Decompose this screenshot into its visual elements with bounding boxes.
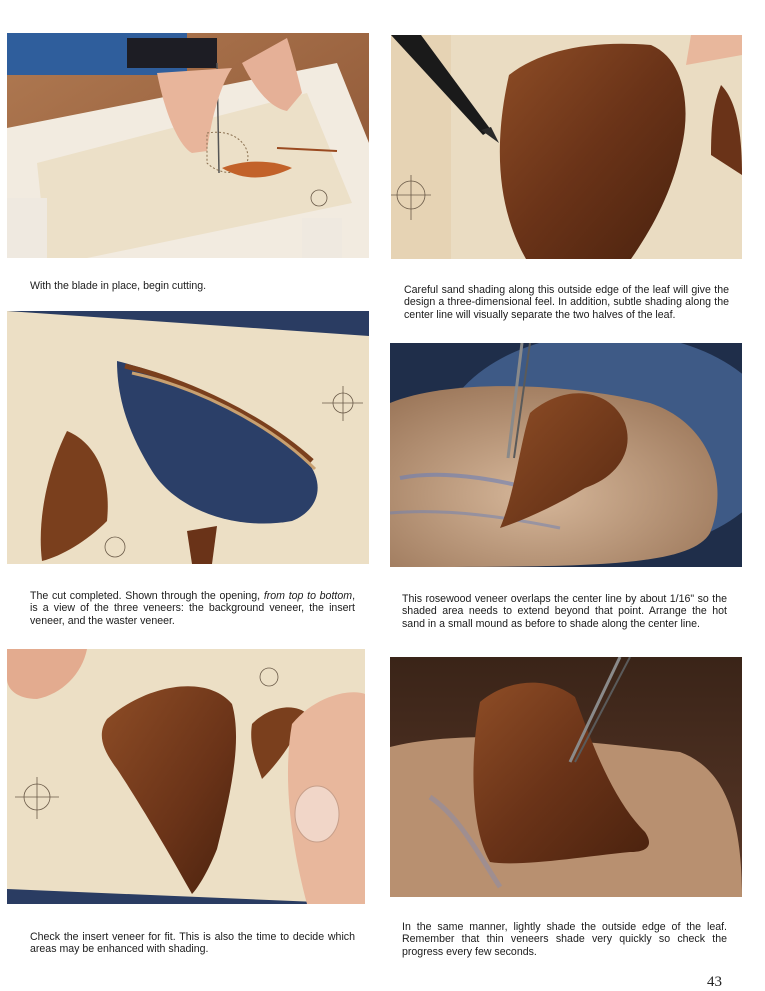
caption-cut-completed [30, 590, 355, 627]
caption-check-insert-fit: Check the insert veneer for fit. This is also the time to decide which areas may be enhanced with shading. [30, 931, 355, 956]
caption-careful-sand-shading: Careful sand shading along this outside edge of the leaf will give the design a three-dimensional feel. In addition, subtle shading along the center line will visually separate the two halves of the leaf. [404, 284, 729, 321]
photo-cut-opening [7, 311, 369, 564]
caption-cut-completed-em: from top to bottom [263, 590, 353, 602]
shading-edge-image [390, 657, 742, 897]
cut-opening-image [7, 311, 369, 564]
pen-leaf-image [391, 35, 742, 259]
caption-begin-cutting: With the blade in place, begin cutting. [30, 280, 207, 292]
photo-pen-marking-leaf [391, 35, 742, 259]
caption-rosewood-veneer: This rosewood veneer overlaps the center line by about 1/16" so the shaded area needs to extend beyond that point. Arrange the hot sand in a small mound as before to shade along the center line. [402, 593, 727, 630]
caption-cut-completed-a: The cut completed. Shown through the opening, [30, 590, 264, 602]
sand-tweezers-image [390, 343, 742, 567]
page-number: 43 [707, 974, 722, 990]
photo-insert-fit [7, 649, 365, 904]
photo-sand-shading-tweezers [390, 343, 742, 567]
insert-fit-image [7, 649, 365, 904]
photo-scroll-saw-cutting [7, 33, 369, 258]
photo-shading-outside-edge [390, 657, 742, 897]
caption-cut-completed-b: , is a view of the three veneers: the background veneer, the insert veneer, and the waster veneer. [30, 590, 356, 627]
caption-shade-outside-edge: In the same manner, lightly shade the outside edge of the leaf. Remember that thin veneers shade very quickly so check the progress every few seconds. [402, 921, 727, 958]
scroll-saw-image [7, 33, 369, 258]
